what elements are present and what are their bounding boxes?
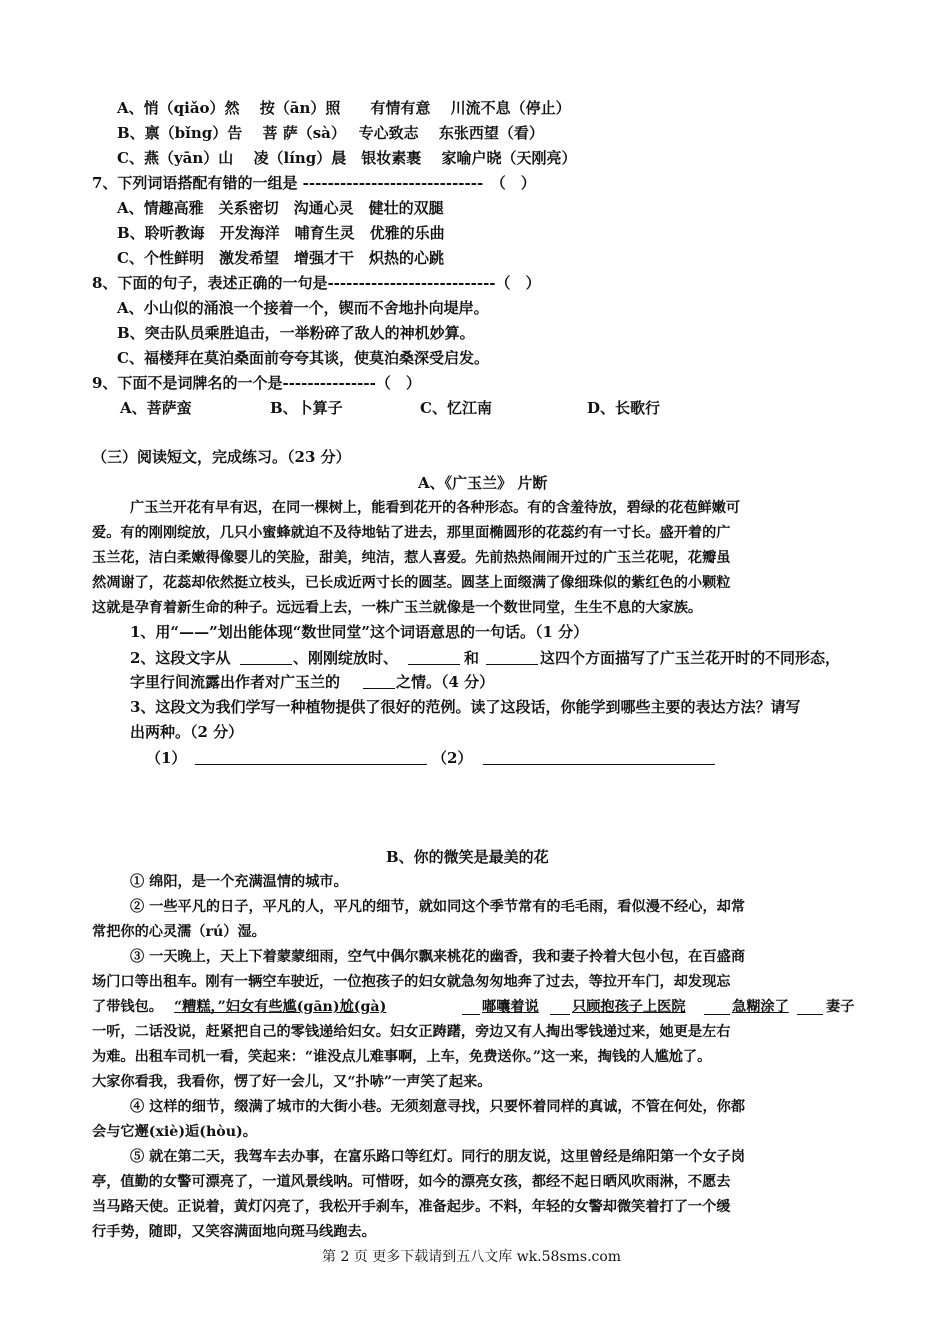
passage-a-line: 爱。有的刚刚绽放，几只小蜜蜂就迫不及待地钻了进去，那里面椭圆形的花蕊约有一寸长。盛开着的广 [92, 525, 731, 541]
passage-b-line: 行手势，随即，又笑容满面地向斑马线跑去。 [92, 1224, 376, 1240]
answer-blank[interactable] [408, 664, 460, 665]
q6-option-b: B、禀（bǐng）告 菩 萨（sà） 专心致志 东张西望（看） [117, 124, 544, 142]
passage-b-line: 为难。出租车司机一看，笑起来：“谁没点儿难事啊，上车，免费送你。”这一来，掏钱的人尴尬了。 [92, 1049, 712, 1065]
answer-blank[interactable] [363, 688, 395, 689]
q8-option-a: A、小山似的涌浪一个接着一个，锲而不舍地扑向堤岸。 [117, 299, 489, 317]
q8-stem: 8、下面的句子，表述正确的一句是---------------------------（ ） [92, 274, 541, 292]
punctuation-blank[interactable] [704, 1014, 730, 1015]
passage-b-line: ③ 一天晚上，天上下着蒙蒙细雨，空气中偶尔飘来桃花的幽香，我和妻子拎着大包小包，在百盛商 [130, 949, 746, 965]
passage-a-line: 广玉兰开花有早有迟，在同一棵树上，能看到花开的各种形态。有的含羞待放，碧绿的花苞鲜嫩可 [130, 500, 741, 516]
q2-part-c: 和 [464, 649, 480, 667]
answer-blank[interactable] [240, 664, 292, 665]
q9-option-d: D、长歌行 [587, 399, 661, 417]
passage-a-question-1: 1、用“——”划出能体现“数世同堂”这个词语意思的一句话。（1 分） [130, 623, 589, 641]
passage-b-line: 亭，值勤的女警可漂亮了，一道风景线呐。可惜呀，如今的漂亮女孩，都经不起日晒风吹雨淋，不愿去 [92, 1174, 731, 1190]
passage-b-line: 场门口等出租车。刚有一辆空车驶近，一位抱孩子的妇女就急匆匆地奔了过去，等拉开车门，却发现忘 [92, 974, 731, 990]
passage-a-question-3: 3、这段文为我们学写一种植物提供了很好的范例。读了这段话，你能学到哪些主要的表达方法？请写 [130, 698, 801, 716]
q6-option-a: A、悄（qiǎo）然 按（ān）照 有情有意 川流不息（停止） [117, 99, 571, 117]
passage-b-line: 当马路天使。正说着，黄灯闪亮了，我松开手刹车，准备起步。不料，年轻的女警却微笑着打了一个缓 [92, 1199, 731, 1215]
passage-b-line: 会与它邂(xiè)逅(hòu)。 [92, 1124, 257, 1140]
passage-b-underlined-text: 急糊涂了 [732, 999, 789, 1015]
passage-b-line: ① 绵阳，是一个充满温情的城市。 [130, 874, 348, 890]
q2-line2-b: 之情。（4 分） [396, 673, 495, 691]
q9-stem: 9、下面不是词牌名的一个是---------------（ ） [92, 374, 421, 392]
passage-b-title: B、你的微笑是最美的花 [386, 848, 549, 866]
punctuation-blank[interactable] [550, 1014, 570, 1015]
page-footer: 第 2 页 更多下载请到五八文库 wk.58sms.com [322, 1249, 622, 1265]
q7-option-c: C、个性鲜明 激发希望 增强才干 炽热的心跳 [117, 249, 444, 267]
passage-b-underlined-text: 嘟囔着说 [482, 999, 539, 1015]
section-heading: （三）阅读短文，完成练习。（23 分） [92, 448, 351, 466]
q2-line2-a: 字里行间流露出作者对广玉兰的 [130, 673, 341, 691]
passage-b-underlined-text: 只顾抱孩子上医院 [572, 999, 686, 1015]
q7-stem: 7、下列词语搭配有错的一组是 ----------------------------- （ ） [92, 174, 536, 192]
q2-part-d: 这四个方面描写了广玉兰花开时的不同形态， [540, 649, 841, 667]
answer-blank[interactable] [486, 664, 538, 665]
passage-b-line: ② 一些平凡的日子，平凡的人，平凡的细节，就如同这个季节常有的毛毛雨，看似漫不经心，却常 [130, 899, 746, 915]
q9-option-b: B、卜算子 [270, 399, 343, 417]
q9-option-a: A、菩萨蛮 [120, 399, 192, 417]
passage-a-line: 这就是孕育着新生命的种子。远远看上去，一株广玉兰就像是一个数世同堂，生生不息的大家族。 [92, 600, 703, 616]
passage-a-line: 玉兰花，洁白柔嫩得像婴儿的笑脸，甜美，纯洁，惹人喜爱。先前热热闹闹开过的广玉兰花呢，花瓣虽 [92, 550, 731, 566]
passage-b-line: 一听，二话没说，赶紧把自己的零钱递给妇女。妇女正踌躇，旁边又有人掏出零钱递过来，她更是左右 [92, 1024, 731, 1040]
passage-b-line: ⑤ 就在第二天，我驾车去办事，在富乐路口等红灯。同行的朋友说，这里曾经是绵阳第一个女子岗 [130, 1149, 746, 1165]
passage-b-line: ④ 这样的细节，缀满了城市的大街小巷。无须刻意寻找，只要怀着同样的真诚，不管在何处，你都 [130, 1099, 746, 1115]
passage-b-underlined-quote: “糟糕，”妇女有些尴(gān)尬(gà) [174, 999, 387, 1015]
passage-b-line: 常把你的心灵濡（rú）湿。 [92, 924, 266, 940]
answer-line-2[interactable] [483, 764, 715, 765]
passage-b-line: 了带钱包。 [92, 999, 163, 1015]
q8-option-b: B、突击队员乘胜追击，一举粉碎了敌人的神机妙算。 [117, 324, 475, 342]
answer-line-1[interactable] [195, 764, 427, 765]
q7-option-b: B、聆听教诲 开发海洋 哺育生灵 优雅的乐曲 [117, 224, 445, 242]
passage-b-line: 大家你看我，我看你，愣了好一会儿，又“扑哧”一声笑了起来。 [92, 1074, 492, 1090]
passage-b-text: 妻子 [826, 999, 855, 1015]
passage-a-title: A、《广玉兰》 片断 [418, 474, 548, 492]
q2-part-a: 2、这段文字从 [130, 649, 231, 667]
blank-1-label: （1） [146, 749, 187, 767]
q2-part-b: 、刚刚绽放时、 [293, 649, 399, 667]
blank-2-label: （2） [432, 749, 473, 767]
passage-a-line: 然凋谢了，花蕊却依然挺立枝头，已长成近两寸长的圆茎。圆茎上面缀满了像细珠似的紫红色的小颗粒 [92, 575, 731, 591]
q6-option-c: C、燕（yān）山 凌（líng）晨 银妆素裹 家喻户晓（天刚亮） [117, 149, 577, 167]
punctuation-blank[interactable] [462, 1014, 480, 1015]
punctuation-blank[interactable] [797, 1014, 823, 1015]
q7-option-a: A、情趣高雅 关系密切 沟通心灵 健壮的双腿 [117, 199, 444, 217]
q8-option-c: C、福楼拜在莫泊桑面前夸夸其谈，使莫泊桑深受启发。 [117, 349, 489, 367]
q9-option-c: C、忆江南 [420, 399, 492, 417]
passage-a-question-3-cont: 出两种。（2 分） [130, 723, 244, 741]
